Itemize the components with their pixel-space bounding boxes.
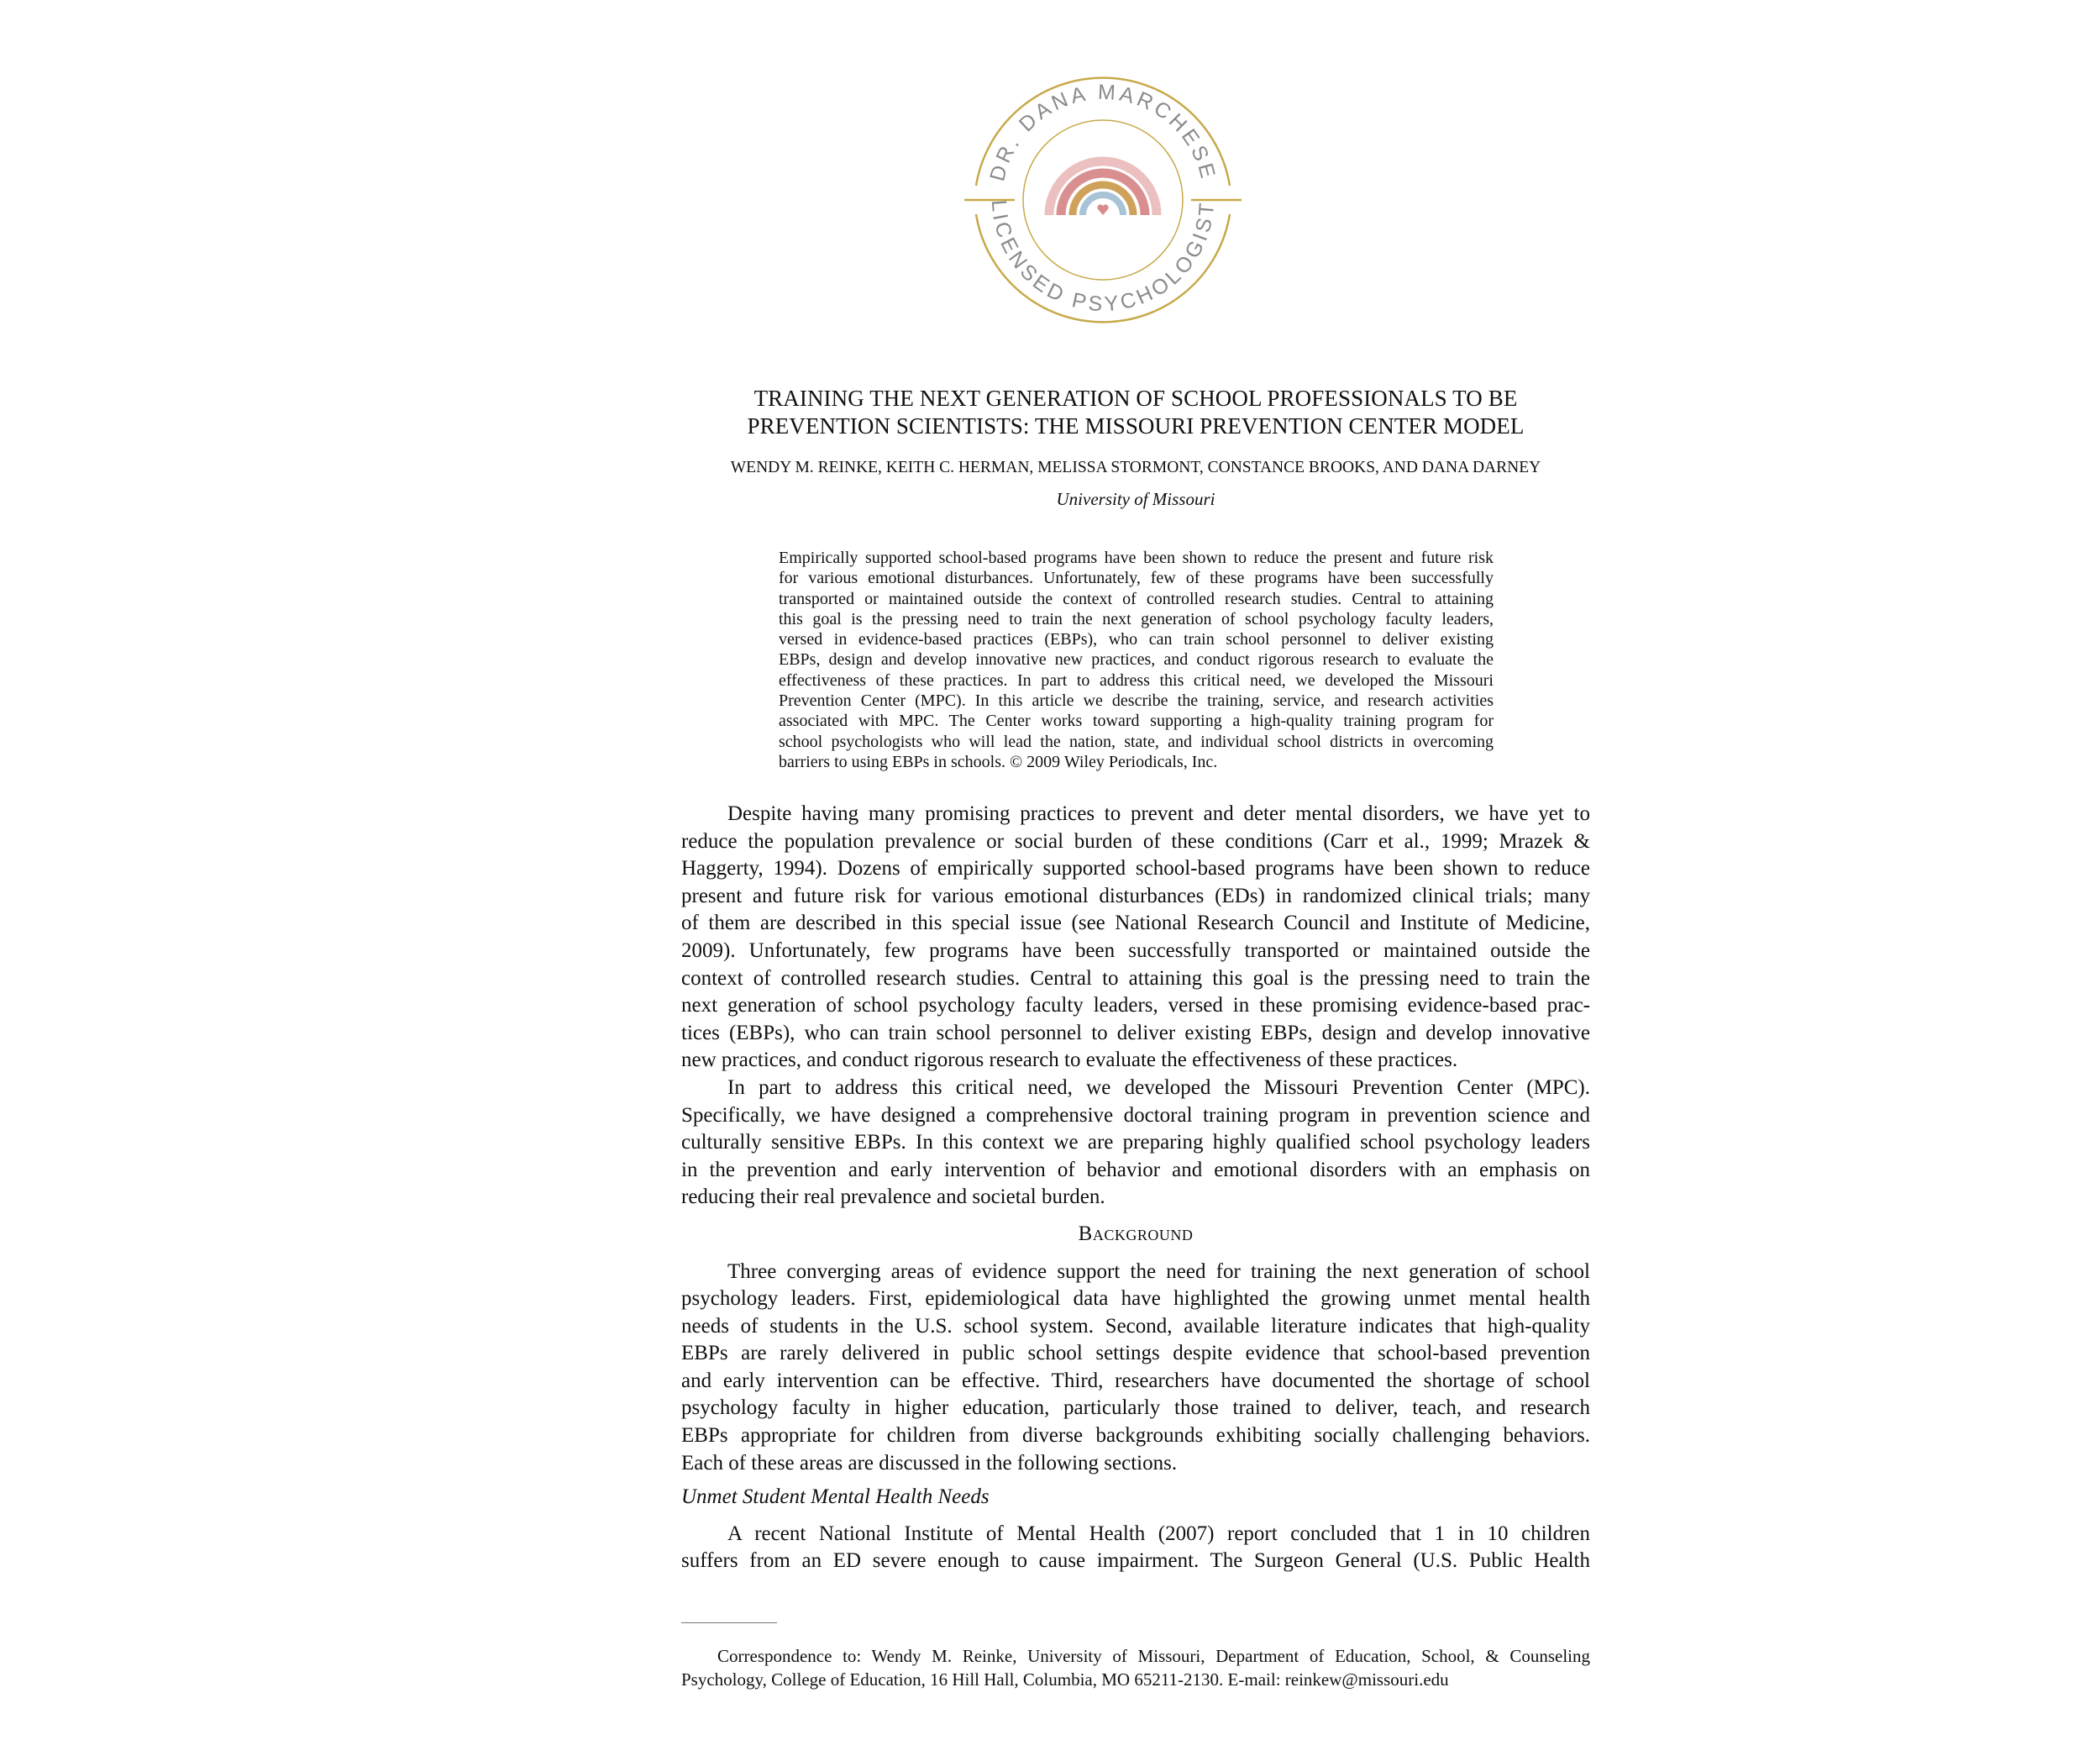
body-line: Haggerty, 1994). Dozens of empirically supported school-based programs have been shown to reduce [681,857,1590,880]
body-line: in the prevention and early intervention of behavior and emotional disorders with an emphasis on [681,1158,1590,1181]
body-line: Despite having many promising practices to prevent and deter mental disorders, we have yet to [727,802,1590,825]
abstract-line: school psychologists who will lead the nation, state, and individual school districts in overcoming [779,732,1494,751]
paragraph-intro [681,801,1590,1075]
body-line: EBPs appropriate for children from diverse backgrounds exhibiting socially challenging behaviors. [681,1424,1590,1448]
body-line: psychology leaders. First, epidemiological data have highlighted the growing unmet mental health [681,1287,1590,1311]
abstract [779,548,1494,772]
body-line: new practices, and conduct rigorous research to evaluate the effectiveness of these practices. [681,1049,1458,1072]
body-line: context of controlled research studies. Central to attaining this goal is the pressing need to train the [681,966,1590,990]
body-line: Three converging areas of evidence support the need for training the next generation of school [727,1259,1590,1283]
body-text [681,801,1590,1575]
correspondence-footnote [681,1644,1590,1691]
author-list: WENDY M. REINKE, KEITH C. HERMAN, MELISSA STORMONT, CONSTANCE BROOKS, AND DANA DARNEY [730,459,1541,476]
paragraph-unmet-needs [681,1521,1590,1575]
abstract-line: transported or maintained outside the context of controlled research studies. Central to attaining [779,589,1494,608]
body-line: suffers from an ED severe enough to cause impairment. The Surgeon General (U.S. Public Health [681,1549,1590,1573]
body-line: next generation of school psychology faculty leaders, versed in these promising evidence-based prac- [681,994,1590,1017]
abstract-line: associated with MPC. The Center works toward supporting a high-quality training program for [779,712,1494,731]
affiliation: University of Missouri [1056,489,1215,509]
subsection-heading: Unmet Student Mental Health Needs [681,1485,990,1509]
body-line: culturally sensitive EBPs. In this context we are preparing highly qualified school psychology leaders [681,1131,1590,1154]
abstract-line: effectiveness of these practices. In part to address this critical need, we developed the Missouri [779,670,1494,690]
abstract-line: Prevention Center (MPC). In this article we describe the training, service, and research activities [779,691,1494,711]
abstract-line: this goal is the pressing need to train the next generation of school psychology faculty leaders, [779,609,1494,628]
footnote-line: Psychology, College of Education, 16 Hill Hall, Columbia, MO 65211-2130. E-mail: reinkew@missouri.edu [681,1669,1449,1690]
abstract-line: EBPs, design and develop innovative new practices, and conduct rigorous research to evaluate the [779,650,1494,670]
paragraph-mpc [681,1075,1590,1212]
body-line: In part to address this critical need, we developed the Missouri Prevention Center (MPC). [727,1075,1590,1099]
title-line-1: TRAINING THE NEXT GENERATION OF SCHOOL PROFESSIONALS TO BE [753,386,1518,411]
body-line: EBPs are rarely delivered in public school settings despite evidence that school-based prevention [681,1342,1590,1365]
title-line-2: PREVENTION SCIENTISTS: THE MISSOURI PREVENTION CENTER MODEL [747,413,1525,439]
body-line: present and future risk for various emotional disturbances (EDs) in randomized clinical trials; many [681,884,1590,907]
body-line: A recent National Institute of Mental Health (2007) report concluded that 1 in 10 children [727,1522,1590,1545]
abstract-line: for various emotional disturbances. Unfortunately, few of these programs have been successfully [779,569,1494,588]
body-line: reducing their real prevalence and societal burden. [681,1185,1105,1209]
body-line: of them are described in this special issue (see National Research Council and Institute of Medicine, [681,912,1590,935]
abstract-line: barriers to using EBPs in schools. © 2009 Wiley Periodicals, Inc. [779,752,1218,771]
abstract-line: versed in evidence-based practices (EBPs), who can train school personnel to deliver existing [779,630,1494,649]
heart-icon [1097,204,1108,215]
paragraph-background [681,1259,1590,1478]
psychologist-seal-logo [964,57,1242,343]
body-line: tices (EBPs), who can train school personnel to deliver existing EBPs, design and develop innovative [681,1021,1590,1044]
seal-top-text: DR. DANA MARCHESE [985,80,1221,184]
body-line: 2009). Unfortunately, few programs have been successfully transported or maintained outside the [681,938,1590,962]
body-line: Each of these areas are discussed in the following sections. [681,1451,1178,1475]
footnote-divider [681,1622,777,1623]
body-line: Specifically, we have designed a comprehensive doctoral training program in prevention science and [681,1103,1590,1127]
seal-bottom-text: LICENSED PSYCHOLOGIST [986,198,1220,317]
paper-title [681,385,1590,440]
abstract-line: Empirically supported school-based programs have been shown to reduce the present and future risk [779,549,1494,567]
section-heading-background: Background [1078,1222,1194,1245]
body-line: psychology faculty in higher education, particularly those trained to deliver, teach, and research [681,1396,1590,1420]
footnote-line: Correspondence to: Wendy M. Reinke, University of Missouri, Department of Education, School, & Counseling [717,1646,1590,1666]
body-line: and early intervention can be effective. Third, researchers have documented the shortage of school [681,1369,1590,1392]
body-line: needs of students in the U.S. school system. Second, available literature indicates that high-quality [681,1314,1590,1338]
body-line: reduce the population prevalence or social burden of these conditions (Carr et al., 1999; Mrazek & [681,829,1590,853]
